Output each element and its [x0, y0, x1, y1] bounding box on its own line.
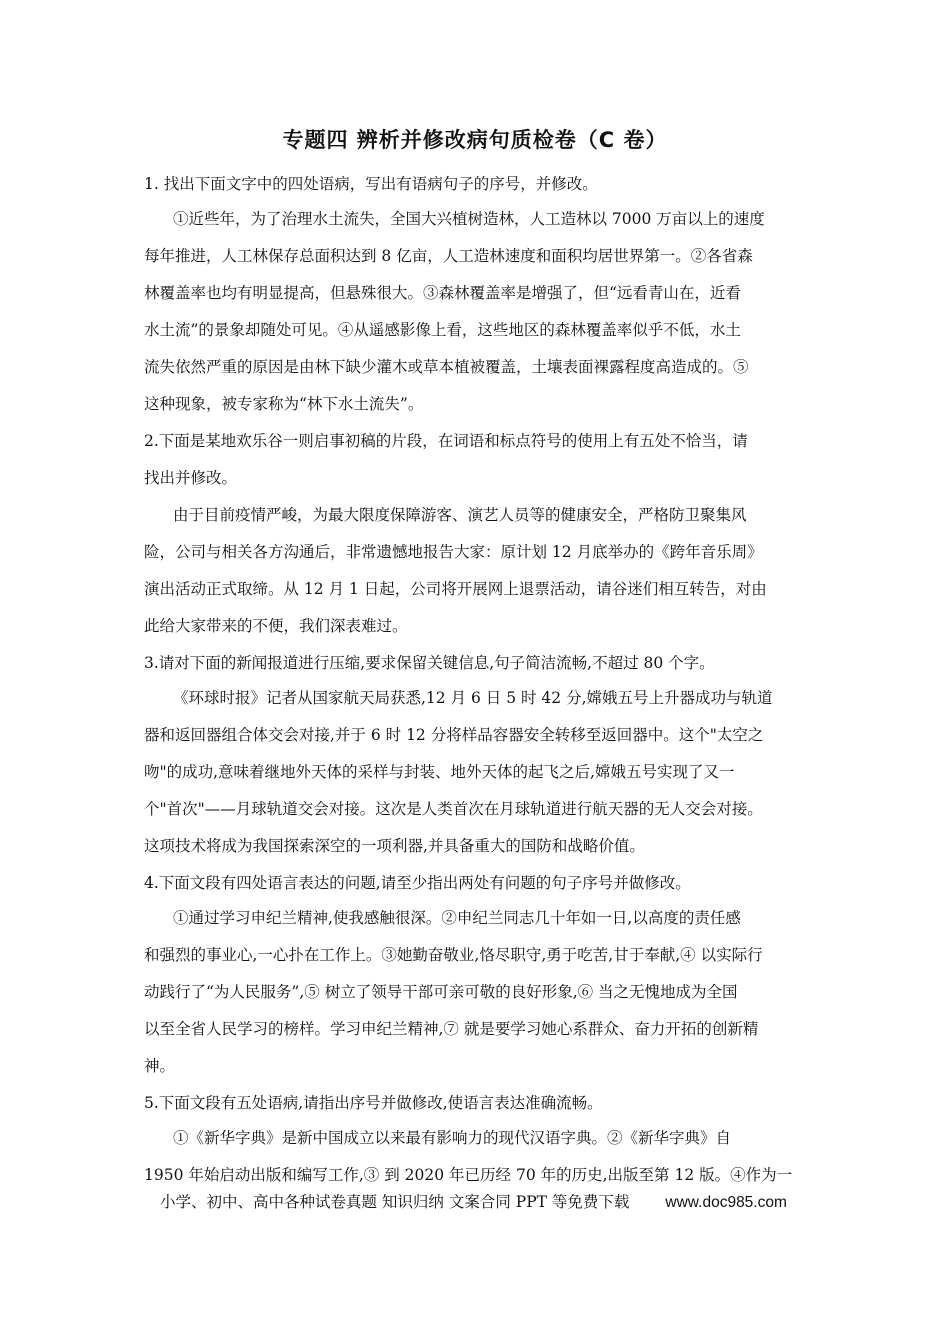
- paragraph-line: 险，公司与相关各方沟通后，非常遗憾地报告大家：原计划 12 月底举办的《跨年音乐周》: [144, 543, 763, 561]
- paragraph-line: 演出活动正式取缔。从 12 月 1 日起，公司将开展网上退票活动，请谷迷们相互转告，对由: [144, 580, 767, 598]
- paragraph-line: ①《新华字典》是新中国成立以来最有影响力的现代汉语字典。②《新华字典》自: [173, 1129, 732, 1147]
- paragraph-line: 此给大家带来的不便，我们深表难过。: [144, 617, 408, 635]
- paragraph-line: 和强烈的事业心,一心扑在工作上。③她勤奋敬业,恪尽职守,勇于吃苦,甘于奉献,④ 以实际行: [144, 946, 763, 964]
- paragraph-line: 吻"的成功,意味着继地外天体的采样与封装、地外天体的起飞之后,嫦娥五号实现了又一: [144, 763, 735, 781]
- question-line: 4.下面文段有四处语言表达的问题,请至少指出两处有问题的句子序号并做修改。: [144, 874, 691, 892]
- question-line: 2.下面是某地欢乐谷一则启事初稿的片段，在词语和标点符号的使用上有五处不恰当，请: [144, 432, 748, 450]
- paragraph-line: 这项技术将成为我国探索深空的一项利器,并具备重大的国防和战略价值。: [144, 837, 645, 855]
- paragraph-line: 流失依然严重的原因是由林下缺少灌木或草本植被覆盖，土壤表面裸露程度高造成的。⑤: [144, 358, 749, 376]
- question-line: 5.下面文段有五处语病,请指出序号并做修改,使语言表达准确流畅。: [144, 1094, 603, 1112]
- question-line: 1. 找出下面文字中的四处语病，写出有语病句子的序号，并修改。: [144, 175, 598, 193]
- paragraph-line: 这种现象，被专家称为“林下水土流失”。: [144, 395, 424, 413]
- paragraph-line: ①近些年，为了治理水土流失，全国大兴植树造林，人工造林以 7000 万亩以上的速度: [173, 210, 765, 228]
- paragraph-line: ①通过学习申纪兰精神,使我感触很深。②申纪兰同志几十年如一日,以高度的责任感: [173, 909, 741, 927]
- paragraph-line: 以至全省人民学习的榜样。学习申纪兰精神,⑦ 就是要学习她心系群众、奋力开拓的创新精: [144, 1020, 759, 1038]
- footer-url[interactable]: www.doc985.com: [665, 1194, 787, 1211]
- question-line: 3.请对下面的新闻报道进行压缩,要求保留关键信息,句子简洁流畅,不超过 80 个字。: [144, 654, 715, 672]
- paragraph-line: 神。: [144, 1057, 176, 1075]
- paragraph-line: 林覆盖率也均有明显提高，但悬殊很大。③森林覆盖率是增强了，但“远看青山在，近看: [144, 284, 741, 302]
- paragraph-line: 找出并修改。: [144, 469, 238, 487]
- paragraph-line: 水土流”的景象却随处可见。④从遥感影像上看，这些地区的森林覆盖率似乎不低，水土: [144, 321, 741, 339]
- page-footer: [160, 1192, 787, 1213]
- paragraph-line: 动践行了“为人民服务”,⑤ 树立了领导干部可亲可敬的良好形象,⑥ 当之无愧地成为全国: [144, 983, 738, 1001]
- paragraph-line: 由于目前疫情严峻，为最大限度保障游客、演艺人员等的健康安全，严格防卫聚集风: [173, 506, 747, 524]
- paragraph-line: 每年推进，人工林保存总面积达到 8 亿亩，人工造林速度和面积均居世界第一。②各省森: [144, 247, 753, 265]
- paragraph-line: 《环球时报》记者从国家航天局获悉,12 月 6 日 5 时 42 分,嫦娥五号上升器成功与轨道: [173, 689, 773, 707]
- paragraph-line: 个"首次"——月球轨道交会对接。这次是人类首次在月球轨道进行航天器的无人交会对接。: [144, 800, 763, 818]
- page-title: 专题四 辨析并修改病句质检卷（C 卷）: [282, 128, 668, 152]
- paragraph-line: 1950 年始启动出版和编写工作,③ 到 2020 年已历经 70 年的历史,出版至第 12 版。④作为一: [144, 1166, 793, 1184]
- paragraph-line: 器和返回器组合体交会对接,并于 6 时 12 分将样品容器安全转移至返回器中。这个"太空之: [144, 726, 764, 744]
- footer-text: 小学、初中、高中各种试卷真题 知识归纳 文案合同 PPT 等免费下载: [160, 1193, 630, 1211]
